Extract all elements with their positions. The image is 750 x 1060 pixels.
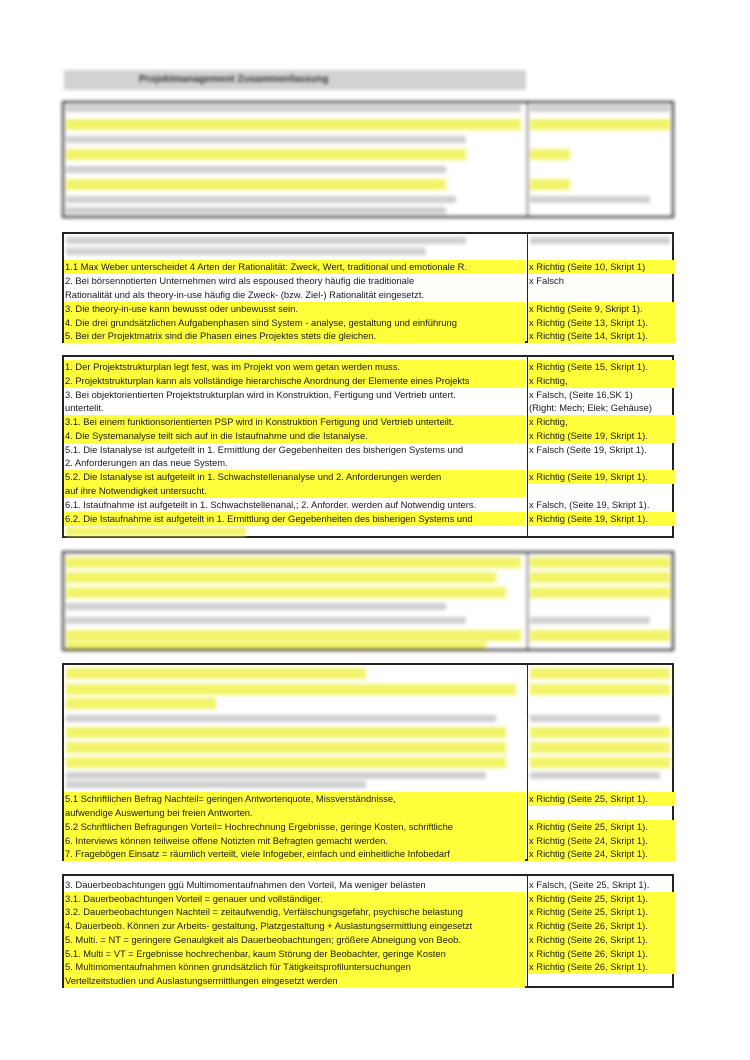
table-row-right: x Richtig (Seite 10, Skript 1)	[528, 260, 675, 274]
table-beobachtungen	[62, 874, 674, 988]
table-row-left: 3.1. Dauerbeobachtungen Vorteil = genauer und vollständiger.	[64, 892, 525, 906]
table-row-right: x Falsch, (Seite 16,SK 1)	[529, 389, 633, 400]
table-row-right: x Richtig (Seite 9, Skript 1).	[528, 302, 675, 316]
table-row-left: 5. Multimomentaufnahmen können grundsätzlich für Tätigkeitsprofiluntersuchungen	[64, 960, 525, 974]
table-row-right: x Richtig (Seite 15, Skript 1).	[528, 360, 675, 374]
table-row-left: 2. Anforderungen an das neue System.	[65, 457, 228, 468]
table-row-right: (Right: Mech; Elek; Gehäuse)	[529, 402, 652, 413]
table-row-right: x Richtig (Seite 25, Skript 1).	[528, 892, 675, 906]
blurred-rows	[64, 234, 672, 260]
table-rationality	[62, 232, 674, 343]
table-row-left: 6. Interviews können teilweise offene Notizten mit Befragten gemacht werden.	[64, 834, 525, 848]
table-row-left: 5. Multi. = NT = geringere Genaulgkeit als Dauerbeobachtungen; größere Abneigung von Beob.	[64, 933, 525, 947]
table-row-right: x Richtig (Seite 25, Skript 1).	[528, 905, 675, 919]
table-row-left: 4. Die Systemanalyse teilt sich auf in die Istaufnahme und die Istanalyse.	[64, 429, 525, 443]
table-row-left: 3. Bei objektorientierten Projektstrukturplan wird in Konstruktion, Fertigung und Vertrieb untert.	[65, 389, 456, 400]
table-row-right: x Richtig (Seite 24, Skript 1).	[528, 847, 675, 861]
table-row-left: 1.1 Max Weber unterscheidet 4 Arten der Rationalität: Zweck, Wert, traditional und emotionale R.	[64, 260, 525, 274]
blurred-rows	[66, 527, 246, 536]
table-row-left: 3.1. Bei einem funktionsorientierten PSP wird in Konstruktion Fertigung und Vertrieb unterteilt.	[64, 415, 525, 429]
table-row-left: 5.1 Schriftlichen Befrag Nachteil= geringen Antwortenquote, Missverständnisse,	[64, 792, 525, 806]
table-row-right: x Richtig (Seite 19, Skript 1).	[528, 429, 675, 443]
table-row-right: x Falsch	[529, 275, 564, 286]
table-befragung	[62, 663, 674, 861]
table-projektstrukturplan	[62, 355, 674, 538]
table-row-right: x Richtig (Seite 26, Skript 1).	[528, 919, 675, 933]
table-row-right: x Richtig (Seite 26, Skript 1).	[528, 960, 675, 974]
table-row-right: x Richtig (Seite 26, Skript 1).	[528, 947, 675, 961]
blurred-table-1	[62, 101, 674, 218]
table-row-right: x Richtig (Seite 25, Skript 1).	[528, 820, 675, 834]
table-row-left: 2. Projektstrukturplan kann als vollständige hierarchische Anordnung der Elemente eines Projekts	[64, 374, 525, 388]
table-row-left: 6.1. Istaufnahme ist aufgeteilt in 1. Schwachstellenanal,; 2. Anforder. werden auf Notwendig unters.	[65, 499, 477, 510]
table-row-right: x Falsch, (Seite 19, Skript 1).	[529, 499, 650, 510]
blurred-rows	[64, 665, 672, 790]
table-row-left: 5. Bei der Projektmatrix sind die Phasen eines Projektes stets die gleichen.	[64, 329, 525, 343]
table-row-right: x Richtig (Seite 24, Skript 1).	[528, 834, 675, 848]
table-row-right: x Richtig (Seite 13, Skript 1).	[528, 316, 675, 330]
table-row-left: 4. Dauerbeob. Können zur Arbeits- gestaltung, Platzgestaltung + Auslastungsermittlung eingesetzt	[64, 919, 525, 933]
table-row-left: 7. Fragebögen Einsatz = räumlich verteilt, viele Infogeber, einfach und einheitliche Infobedarf	[64, 847, 525, 861]
table-row-left: 6.2. Die Istaufnahme ist aufgeteilt in 1. Ermittlung der Gegebenheiten des bisherigen Systems und	[64, 512, 525, 526]
table-row-right: x Richtig (Seite 19, Skript 1).	[528, 470, 675, 484]
table-row-left: 5.1. Multi = VT = Ergebnisse hochrechenbar, kaum Störung der Beobachter, geringe Kosten	[64, 947, 525, 961]
table-row-left: Vertellzeitstudien und Auslastungsermittlungen eingesetzt werden	[64, 974, 525, 988]
table-row-left: 5.1. Die Istanalyse ist aufgeteilt in 1. Ermittlung der Gegebenheiten des bisherigen Systems und	[65, 444, 464, 455]
table-row-left: 4. Die drei grundsätzlichen Aufgabenphasen sind System - analyse, gestaltung und einführung	[64, 316, 525, 330]
table-row-left: 3.2. Dauerbeobachtungen Nachteil = zeitaufwendig, Verfälschungsgefahr, psychische belastung	[64, 905, 525, 919]
table-row-left: 3. Dauerbeobachtungen ggü Multimomentaufnahmen den Vorteil, Ma weniger belasten	[65, 879, 426, 890]
table-row-right: x Richtig (Seite 19, Skript 1).	[528, 512, 675, 526]
table-row-right: x Richtig,	[528, 415, 675, 429]
table-row-right: x Richtig (Seite 26, Skript 1).	[528, 933, 675, 947]
table-row-left: 1. Der Projektstrukturplan legt fest, was im Projekt von wem getan werden muss.	[64, 360, 525, 374]
table-row-left: untertelit.	[65, 402, 104, 413]
table-row-left: aufwendige Auswertung bei freien Antworten.	[64, 806, 525, 820]
table-row-right: x Richtig (Seite 14, Skript 1).	[528, 329, 675, 343]
table-row-left: 5.2. Die Istanalyse ist aufgeteilt in 1. Schwachstellenanalyse und 2. Anforderungen werden	[64, 470, 525, 484]
table-row-left: auf ihre Notwendigkeit untersucht.	[64, 484, 525, 498]
table-row-right: x Falsch (Seite 19, Skript 1).	[529, 444, 647, 455]
table-row-left: 3. Die theory-in-use kann bewusst oder unbewusst sein.	[64, 302, 525, 316]
table-row-right: x Falsch, (Seite 25, Skript 1).	[529, 879, 650, 890]
table-row-left: 5.2 Schriftlichen Befragungen Vorteil= Hochrechnung Ergebnisse, geringe Kosten, schriftliche	[64, 820, 525, 834]
table-row-right: x Richtig,	[528, 374, 675, 388]
blurred-table-4	[62, 551, 674, 651]
page-title: Projektmanagement Zusammenfassung	[64, 70, 526, 90]
table-row-left: 2. Bei börsennotierten Unternehmen wird als espoused theory häufig die traditionale	[65, 275, 415, 286]
table-row-right: x Richtig (Seite 25, Skript 1).	[528, 792, 675, 806]
table-row-left: Rationalität und als theory-in-use häufig die Zweck- (bzw. Ziel-) Rationalität eingesetzt.	[65, 289, 425, 300]
